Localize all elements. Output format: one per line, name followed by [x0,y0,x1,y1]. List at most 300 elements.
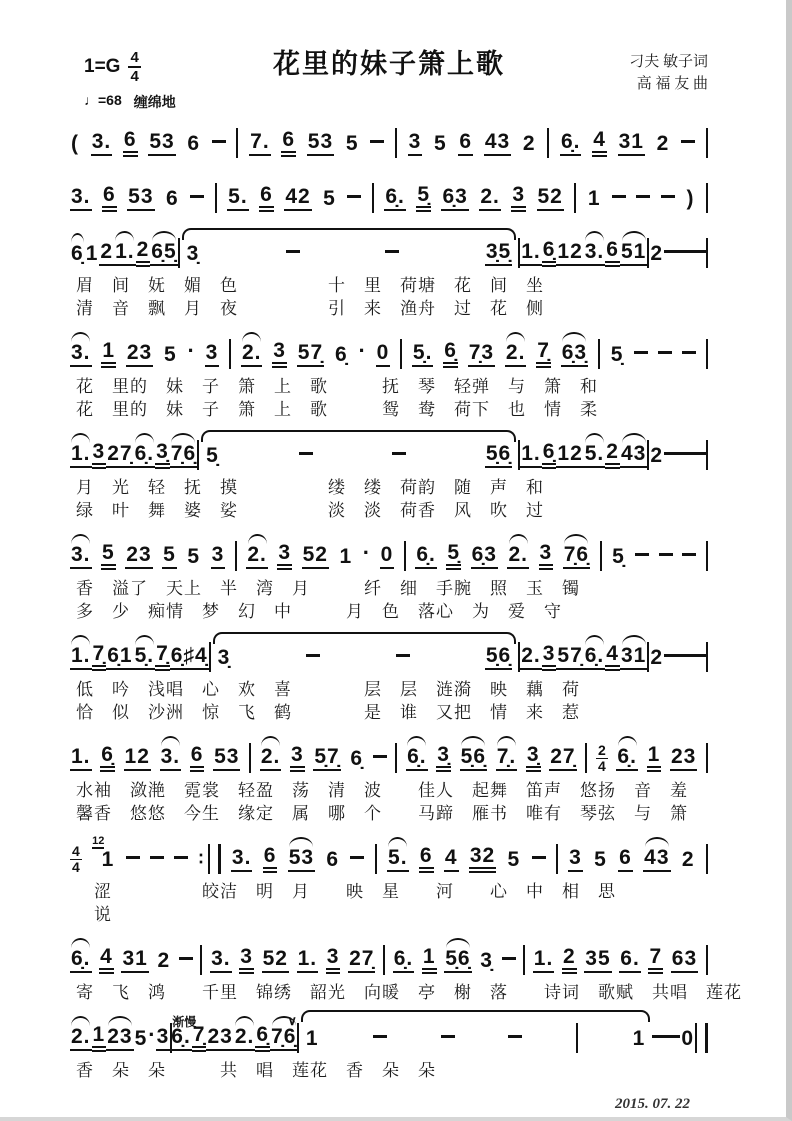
note: 6̣. [415,544,437,569]
note: 6̣ [350,746,364,770]
note: 1 [647,744,662,772]
note: 57̣ [556,645,583,670]
note: 1. [70,746,92,771]
note: 1 [587,186,601,210]
barline [200,945,202,975]
note: 3̣ [186,241,200,265]
note: 53 [213,746,240,771]
note: 6̣5̣ [150,241,177,266]
note: 2 [681,847,695,871]
note: 23 [670,746,697,771]
duration-dash [664,654,678,657]
tempo-marking [84,92,176,112]
barline [547,128,549,158]
note: 6 [263,845,278,873]
tempo-change-mark: 渐慢 [172,1014,197,1029]
lyric-line: 绿 叶 舞 婆 娑 淡 淡 荷香 风 吹 过 [76,501,544,520]
note: 7̣6̣ [563,544,590,569]
duration-dash [532,856,546,859]
note: 35 [584,948,611,973]
notation-line [70,434,708,476]
lyric-line: 涩 皎洁 明 月 映 星 河 心 中 相 思 [76,882,616,901]
duration-dash [179,957,193,960]
note: 42 [284,186,311,211]
duration-dash [502,957,516,960]
note: 6 [190,744,205,772]
note: 2 [650,443,663,467]
notation-line [70,122,708,164]
note: 3. [70,544,92,569]
note: 31 [121,948,148,973]
note: 4 [99,946,114,974]
note: 3 [156,1026,171,1051]
note: 5̣6̣ [485,645,512,670]
note: 12 [556,443,583,468]
notation-line [70,939,708,981]
duration-dash [299,452,313,455]
note: 1 [101,340,116,368]
note: 6 [458,131,473,156]
duration-dash [286,250,300,253]
duration-dash [634,351,648,354]
note: 3. [70,186,92,211]
note: 6̣. [406,746,428,771]
lyric-line: 清 音 飘 月 夜 引 来 渔舟 过 花 侧 [76,299,544,318]
duration-dash [692,250,706,253]
barline [706,339,708,369]
note: 5̣ [610,342,624,366]
note: 7̣ [92,643,107,671]
note: 1. [70,443,92,468]
note: 7̣ [192,1024,207,1052]
note: 6̣ [71,241,84,265]
barline [706,183,708,213]
note: 57̣ [297,342,324,367]
note: 3 [272,340,287,368]
note: 1. [297,948,319,973]
breath-mark: ∨ [287,1013,297,1028]
duration-dash [636,195,650,198]
lyric-line: 馨香 悠悠 今生 缘定 属 哪 个 马蹄 雁书 唯有 琴弦 与 箫 [76,804,688,823]
score-system [70,177,708,219]
note: 1. [114,241,136,266]
barline [706,945,708,975]
duration-dash [658,351,672,354]
note: 1 [422,946,437,974]
note: 1. [520,443,542,468]
score-system [70,835,708,926]
barline [706,743,708,773]
note: 7. [249,131,271,156]
note: 3̣ [526,744,541,772]
note: 27̣ [549,746,576,771]
lyric-line: 花 里的 妹 子 箫 上 歌 鸳 鸯 荷下 也 情 柔 [76,400,598,419]
note: 2. [505,342,527,367]
note: 5̣. [412,342,434,367]
time-signature-change: 2 4 [597,742,606,774]
note: 5 [134,1026,148,1050]
note: 27̣ [106,443,133,468]
duration-dash [666,1035,680,1038]
note: 31 [620,645,647,670]
note: 6̣. [393,948,415,973]
note: 3̣ [217,645,231,669]
duration-dash [174,856,188,859]
note: 3. [70,342,92,367]
note: 7̣3 [468,342,495,367]
duration-dash [659,553,673,556]
time-signature-change: 4 4 [72,843,80,875]
note: 53 [148,131,175,156]
note: 6 [166,186,179,210]
note: 6 [605,239,620,267]
note: 4 [444,847,459,872]
duration-dash [682,553,696,556]
barline [215,183,217,213]
note: 6̣ [334,342,348,366]
duration-dash [370,140,384,143]
note: 5 [323,186,336,210]
note: 2 [656,131,670,155]
note: 5 [162,544,177,569]
note: 3 [211,544,226,569]
duration-dash [508,1035,522,1038]
note: 5 [507,847,521,871]
note: 7̣6̣ [170,443,197,468]
note: 2. [507,544,529,569]
note: 2. [246,544,268,569]
barline [556,844,558,874]
note: 23 [106,1026,133,1051]
barline [395,743,397,773]
duration-dash [692,452,706,455]
note: 6̣ [255,1024,270,1052]
note: 6̣. [170,1026,192,1051]
note: 6 [326,847,340,871]
note: 3. [160,746,182,771]
barline [236,128,238,158]
note: 7̣. [496,746,518,771]
note: 3 [205,342,220,367]
duration-dash [678,654,692,657]
note: 5 [164,342,177,366]
note: 43 [620,443,647,468]
note: 7̣ [155,643,170,671]
duration-dash [373,755,387,758]
tempo-bpm: ♩=68 [84,92,122,108]
barline [706,238,708,268]
score-system [70,636,708,724]
duration-dash [612,195,626,198]
note: 3 [511,184,526,212]
tie-group [211,645,519,670]
note: 1 [339,544,353,568]
notation-line [70,232,708,274]
barline [574,183,576,213]
score-system [70,122,708,164]
key-label: 1=G [84,56,121,77]
augmentation-dot: · [358,338,366,363]
note: 6. [619,948,641,973]
note: 3 [277,542,292,570]
note: 2 [136,239,151,267]
repeat-barline [208,844,221,874]
lyric-line: 恰 似 沙洲 惊 飞 鹤 是 谁 又把 情 来 惹 [76,703,580,722]
note: 5̣ [206,443,219,467]
expression-marking: 缠绵地 [133,94,176,110]
note: 2 [650,241,663,265]
barline [706,844,708,874]
duration-dash [678,452,692,455]
note: 1. [533,948,555,973]
barline [404,541,406,571]
duration-dash [126,856,140,859]
score-header [70,34,708,118]
duration-dash [441,1035,455,1038]
lyric-line: 低 吟 浅唱 心 欢 喜 层 层 涟漪 映 藕 荷 [76,680,580,699]
note: 6̣♯4̣ [170,645,209,670]
score-body [70,122,742,1082]
note: 2. [260,746,282,771]
note: 6 [259,184,274,212]
note: 3 [239,946,254,974]
note: ( [71,131,79,155]
note: 7 [648,946,663,974]
lyricist: 刁夫 敏子词 [629,54,708,70]
duration-dash [385,250,399,253]
note: 6̣. [616,746,638,771]
duration-dash [392,452,406,455]
lyric-line: 眉 间 妩 媚 色 十 里 荷塘 花 间 坐 [76,276,544,295]
augmentation-dot: · [187,338,195,363]
note: ) [686,186,695,210]
augmentation-dot: · [148,1022,156,1047]
barline [372,183,374,213]
duration-dash [190,195,204,198]
note: 23 [206,1026,233,1051]
barline [375,844,377,874]
note: 2 [157,948,171,972]
final-barline [695,1023,708,1053]
barline [600,541,602,571]
duration-dash [350,856,364,859]
note: 0 [681,1026,694,1050]
lyric-line: 香 朵 朵 共 唱 莲花 香 朵 朵 [76,1061,436,1080]
note: 6 [281,129,296,157]
lyric-line: 香 溢了 天上 半 湾 月 纤 细 手腕 照 玉 镯 [76,579,580,598]
note: 3 [326,946,341,974]
score-system [70,333,708,421]
note: 53 [127,186,154,211]
note: 52 [302,544,329,569]
note: 5̣ [612,544,625,568]
note: 6 [102,184,117,212]
note: 5 [594,847,607,871]
note: 5 [434,131,447,155]
barline [706,128,708,158]
note: 4 [592,129,607,157]
note: 3 [92,441,107,469]
note: 5̣7̣ [313,746,340,771]
note: 5̣ [446,542,461,570]
augmentation-dot: · [362,540,371,565]
note: 23 [126,342,153,367]
score-system [70,1013,708,1082]
note: 43 [643,847,670,872]
note: 6̣. [134,443,156,468]
lyric-line: 水袖 潋滟 霓裳 轻盈 荡 清 波 佳人 起舞 笛声 悠扬 音 羞 [76,781,688,800]
barline [249,743,251,773]
note: 32 [469,845,496,873]
note: 5. [227,186,249,211]
note: 12 [556,241,583,266]
time-signature: 4 4 [130,49,139,85]
duration-dash [664,452,678,455]
score-system [70,535,708,623]
barline [598,339,600,369]
note: 2. [479,186,501,211]
notation-line [70,636,708,678]
note: 3 [290,744,305,772]
score-system [70,232,708,320]
note: 31 [618,131,645,156]
score-system [70,737,708,825]
note: 6̣3 [471,544,498,569]
note: 6̣3 [441,186,468,211]
duration-dash [661,195,675,198]
barline [229,339,231,369]
note: 7̣ [536,340,551,368]
note: 5 [187,544,201,568]
barline [706,541,708,571]
note: 4 [605,643,620,671]
barline [585,743,587,773]
lyric-line: 寄 飞 鸿 千里 锦绣 韶光 向暖 亭 榭 落 诗词 歌赋 共唱 莲花 [76,983,742,1002]
credits [629,52,708,96]
note: 6̣ [443,340,458,368]
note: 12 [124,746,151,771]
note: 1 [305,1026,319,1050]
note: 5̣6̣ [444,948,471,973]
note: 0 [376,342,391,367]
lyric-line: 说 [76,905,112,924]
notation-line [70,1013,708,1059]
note: 63 [671,948,698,973]
note: 6̣ [100,744,115,772]
lyric-line: 月 光 轻 抚 摸 缕 缕 荷韵 随 声 和 [76,478,544,497]
note: 1 [85,241,99,265]
note: 2 [650,645,663,669]
note: 2. [241,342,263,367]
note: 5̣6̣ [485,443,512,468]
composition-date: 2015. 07. 22 [615,1096,690,1112]
barline [706,440,708,470]
barline [235,541,237,571]
note: 3. [231,847,253,872]
barline [400,339,402,369]
duration-dash [212,140,226,143]
notation-line [70,535,708,577]
composer: 高 福 友 曲 [636,75,708,92]
tie-group [180,241,519,266]
note: 2 [605,441,620,469]
score-system [70,939,742,1004]
duration-dash [373,1035,387,1038]
note: 5. [387,847,409,872]
note: 51 [620,241,647,266]
note: 6̣ [542,239,557,267]
barline [706,642,708,672]
note: 6̣. [384,186,406,211]
note: 27̣ [348,948,375,973]
note: 3. [210,948,232,973]
note: 3. [91,131,113,156]
note: 2 [99,241,114,266]
note: 6̣. [584,645,606,670]
lyric-line: 花 里的 妹 子 箫 上 歌 抚 琴 轻弹 与 箫 和 [76,377,598,396]
note: 1. [70,645,92,670]
note: 3̣ [480,948,493,972]
duration-dash [306,654,320,657]
note: 5 [101,542,116,570]
note: 3. [584,241,606,266]
note: 2 [522,131,536,155]
barline [523,945,525,975]
note: 52 [537,186,564,211]
note: 3̣ [436,744,451,772]
note: 3̣5̣ [485,241,512,266]
duration-dash [664,250,678,253]
tie-group [199,443,518,468]
note: 53 [307,131,334,156]
note: 6̣ [542,441,557,469]
notation-line [70,835,708,880]
repeat-dots: ∶ [198,848,202,869]
note: 6 [187,131,201,155]
duration-dash [150,856,164,859]
duration-dash [635,553,649,556]
note: 1. [520,241,542,266]
notation-line [70,177,708,219]
note: 2 [562,946,577,974]
note: 23 [125,544,152,569]
note: 3 [539,542,554,570]
song-title: 花里的妹子箫上歌 [273,49,505,79]
note: 6̣. [560,131,582,156]
note: 43 [484,131,511,156]
note: 3 [542,643,557,671]
note: 3 [568,847,583,872]
duration-dash [681,140,695,143]
notation-line [70,333,708,375]
note: 6 [618,847,633,872]
lyric-line: 多 少 痴情 梦 幻 中 月 色 落心 为 爱 守 [76,602,562,621]
note: 6̣. [70,948,92,973]
duration-dash [682,351,696,354]
barline [576,1023,578,1053]
note: 2. [70,1026,92,1051]
note: 5 [345,131,359,155]
note: 2. [234,1026,256,1051]
note: 53 [288,847,315,872]
note: 52 [262,948,289,973]
note: 1 [101,847,115,871]
score-system [70,434,708,522]
tie-group [299,1023,652,1053]
note: 2. [520,645,542,670]
note: 5. [584,443,606,468]
duration-dash [652,1035,666,1038]
